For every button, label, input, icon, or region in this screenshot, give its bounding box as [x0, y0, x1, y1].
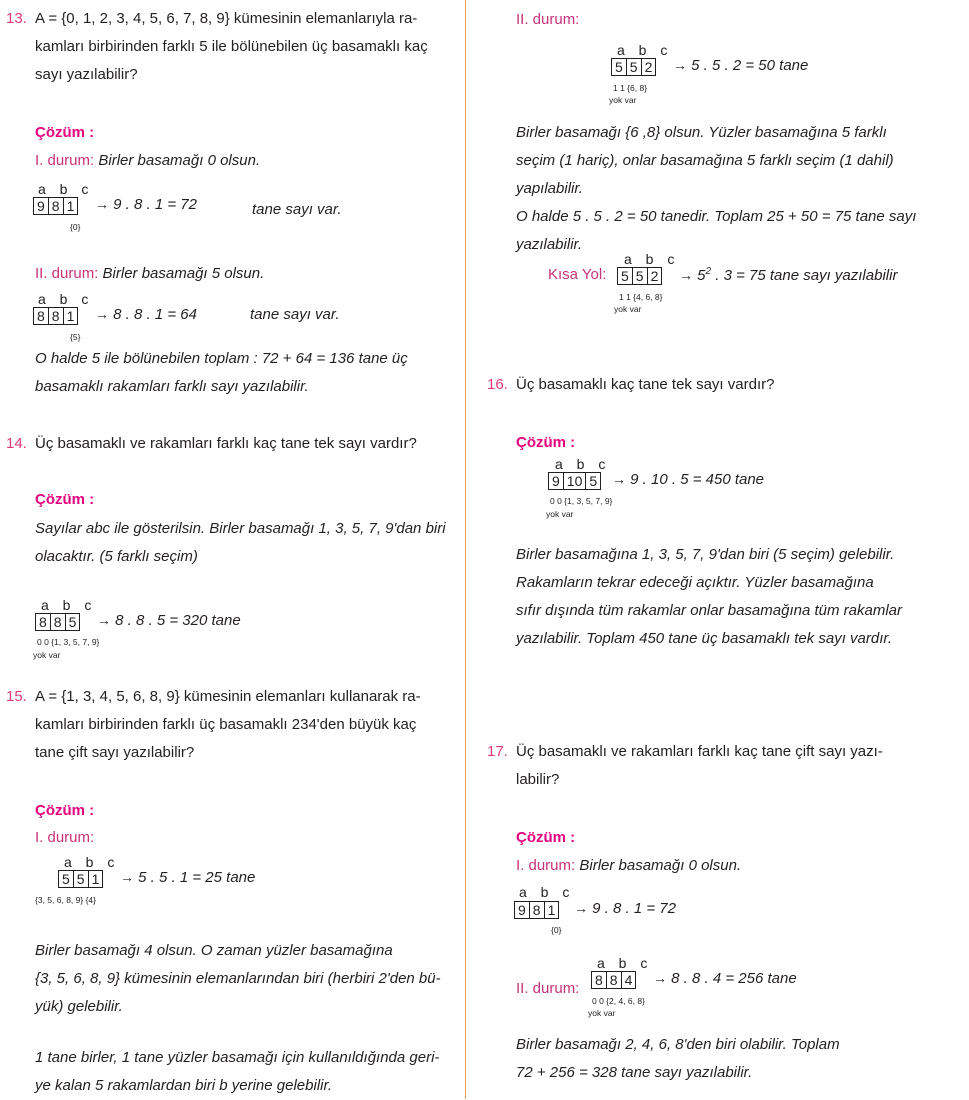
digit-sub-sets: {3, 5, 6, 8, 9} {4} — [35, 895, 96, 905]
arrow-icon: → — [673, 57, 687, 73]
digit-sub-words: yok var — [609, 95, 637, 105]
equation: 9 . 10 . 5 = 450 tane — [630, 471, 765, 488]
digit-sub-numbers: 0 0 {1, 3, 5, 7, 9} — [550, 496, 613, 506]
question-number: 13. — [6, 10, 27, 27]
solution-text: sıfır dışında tüm rakamlar onlar basamağına tüm rakamlar — [516, 602, 902, 619]
digit-box: 5 — [73, 870, 89, 888]
digit-box: 5 — [632, 267, 648, 285]
case-label: I. durum: — [35, 829, 95, 846]
digit-header: a b c — [617, 42, 673, 58]
arrow-icon: → — [120, 869, 134, 885]
solution-text: 1 tane birler, 1 tane yüzler basamağı için kullanıldığında geri- — [35, 1049, 440, 1066]
case-label: II. durum: — [516, 11, 580, 28]
digit-box: 8 — [48, 307, 64, 325]
question-number: 17. — [487, 743, 508, 760]
equation-exponent: 2 — [705, 266, 712, 277]
digit-box: 5 — [58, 870, 74, 888]
solution-text: Birler basamağı {6 ,8} olsun. Yüzler basamağına 5 farklı — [516, 124, 887, 141]
digit-header: a b c — [624, 251, 680, 267]
digit-sub-words: yok var — [614, 304, 642, 314]
arrow-icon: → — [97, 612, 111, 628]
digit-box: 5 — [65, 613, 81, 631]
arrow-icon: → — [612, 471, 626, 487]
digit-box: 1 — [544, 901, 560, 919]
case-text: Birler basamağı 0 olsun. — [579, 857, 742, 874]
question-text: A = {1, 3, 4, 5, 6, 8, 9} kümesinin elemanları kullanarak ra- — [35, 688, 421, 705]
digit-set: {5} — [70, 332, 81, 342]
digit-box: 9 — [33, 197, 49, 215]
digit-sub-numbers: 1 1 {4, 6, 8} — [619, 292, 663, 302]
digit-header: a b c — [64, 854, 120, 870]
conclusion: O halde 5 ile bölünebilen toplam : 72 + 64 = 136 tane üç — [35, 350, 408, 367]
question-text: labilir? — [516, 771, 560, 788]
equation-tail: tane sayı var. — [250, 306, 340, 323]
digit-box: 8 — [529, 901, 545, 919]
digit-box: 1 — [88, 870, 104, 888]
digit-header: a b c — [519, 884, 575, 900]
digit-box: 8 — [35, 613, 51, 631]
question-text: kamları birbirinden farklı üç basamaklı 234'den büyük kaç — [35, 716, 417, 733]
solution-heading: Çözüm : — [35, 802, 95, 819]
solution-heading: Çözüm : — [35, 124, 95, 141]
short-way-label: Kısa Yol: — [548, 266, 607, 283]
digit-set: {0} — [551, 925, 562, 935]
solution-text: yazılabilir. — [516, 236, 583, 253]
digit-box: 8 — [50, 613, 66, 631]
digit-header: a b c — [597, 955, 653, 971]
digit-sub-numbers: 0 0 {2, 4, 6, 8} — [592, 996, 645, 1006]
digit-boxes — [611, 58, 655, 76]
question-number: 14. — [6, 435, 27, 452]
question-number: 15. — [6, 688, 27, 705]
digit-boxes — [33, 307, 77, 325]
digit-header: a b c — [38, 291, 94, 307]
digit-boxes — [617, 267, 661, 285]
digit-header: a b c — [555, 456, 611, 472]
digit-header: a b c — [38, 181, 94, 197]
equation: 8 . 8 . 1 = 64 — [113, 306, 197, 323]
digit-boxes — [33, 197, 77, 215]
question-text: Üç basamaklı ve rakamları farklı kaç tane çift sayı yazı- — [516, 743, 883, 760]
digit-box: 2 — [641, 58, 657, 76]
case-text: Birler basamağı 0 olsun. — [98, 152, 261, 169]
digit-boxes — [35, 613, 79, 631]
arrow-icon: → — [95, 196, 109, 212]
arrow-icon: → — [574, 900, 588, 916]
solution-text: Birler basamağı 4 olsun. O zaman yüzler basamağına — [35, 942, 393, 959]
solution-heading: Çözüm : — [516, 434, 576, 451]
solution-text: olacaktır. (5 farklı seçim) — [35, 548, 198, 565]
solution-text: yapılabilir. — [516, 180, 583, 197]
equation-base: 5 — [697, 267, 706, 284]
digit-sub-numbers: 0 0 {1, 3, 5, 7, 9} — [37, 637, 100, 647]
digit-boxes — [58, 870, 102, 888]
digit-box: 9 — [514, 901, 530, 919]
equation-tail: tane sayı var. — [252, 201, 342, 218]
solution-text: Birler basamağı 2, 4, 6, 8'den biri olabilir. Toplam — [516, 1036, 840, 1053]
solution-heading: Çözüm : — [35, 491, 95, 508]
solution-text: Birler basamağına 1, 3, 5, 7, 9'dan biri (5 seçim) gelebilir. — [516, 546, 895, 563]
equation: 8 . 8 . 4 = 256 tane — [671, 970, 797, 987]
digit-boxes — [591, 971, 635, 989]
question-text: tane çift sayı yazılabilir? — [35, 744, 195, 761]
digit-box: 1 — [63, 197, 79, 215]
solution-text: O halde 5 . 5 . 2 = 50 tanedir. Toplam 25 + 50 = 75 tane sayı — [516, 208, 917, 225]
digit-box: 8 — [48, 197, 64, 215]
question-text: Üç basamaklı ve rakamları farklı kaç tane tek sayı vardır? — [35, 435, 417, 452]
question-text: sayı yazılabilir? — [35, 66, 138, 83]
equation: . 3 = 75 tane sayı yazılabilir — [715, 267, 898, 284]
digit-sub-words: yok var — [588, 1008, 616, 1018]
digit-sub-words: yok var — [33, 650, 61, 660]
solution-text: {3, 5, 6, 8, 9} kümesinin elemanlarından biri (herbiri 2'den bü- — [35, 970, 441, 987]
digit-sub-words: yok var — [546, 509, 574, 519]
question-text: A = {0, 1, 2, 3, 4, 5, 6, 7, 8, 9} kümesinin elemanlarıyla ra- — [35, 10, 418, 27]
solution-text: ye kalan 5 rakamlardan biri b yerine gelebilir. — [35, 1077, 333, 1094]
solution-text: Sayılar abc ile gösterilsin. Birler basamağı 1, 3, 5, 7, 9'dan biri — [35, 520, 446, 537]
digit-header: a b c — [41, 597, 97, 613]
solution-text: yük) gelebilir. — [35, 998, 123, 1015]
column-divider — [465, 0, 466, 1099]
digit-box: 5 — [611, 58, 627, 76]
digit-boxes — [548, 472, 600, 490]
digit-box: 5 — [626, 58, 642, 76]
case-label: II. durum: — [35, 265, 99, 282]
equation: 5 . 5 . 1 = 25 tane — [138, 869, 256, 886]
question-text: Üç basamaklı kaç tane tek sayı vardır? — [516, 376, 775, 393]
digit-box: 2 — [647, 267, 663, 285]
digit-box: 8 — [606, 971, 622, 989]
solution-text: 72 + 256 = 328 tane sayı yazılabilir. — [516, 1064, 753, 1081]
digit-set: {0} — [70, 222, 81, 232]
equation: 5 . 5 . 2 = 50 tane — [691, 57, 809, 74]
equation: 9 . 8 . 1 = 72 — [113, 196, 197, 213]
equation: 8 . 8 . 5 = 320 tane — [115, 612, 241, 629]
solution-text: seçim (1 hariç), onlar basamağına 5 farklı seçim (1 dahil) — [516, 152, 894, 169]
conclusion: basamaklı rakamları farklı sayı yazılabilir. — [35, 378, 309, 395]
digit-box: 5 — [617, 267, 633, 285]
case-label: II. durum: — [516, 980, 580, 997]
digit-box: 5 — [585, 472, 601, 490]
arrow-icon: → — [679, 267, 693, 283]
solution-heading: Çözüm : — [516, 829, 576, 846]
question-number: 16. — [487, 376, 508, 393]
digit-box: 4 — [621, 971, 637, 989]
case-text: Birler basamağı 5 olsun. — [102, 265, 265, 282]
digit-sub-numbers: 1 1 {6, 8} — [613, 83, 648, 93]
case-label: I. durum: — [516, 857, 576, 874]
digit-box: 10 — [563, 472, 587, 490]
digit-box: 9 — [548, 472, 564, 490]
solution-text: Rakamların tekrar edeceği açıktır. Yüzler basamağına — [516, 574, 874, 591]
arrow-icon: → — [95, 306, 109, 322]
digit-boxes — [514, 901, 558, 919]
question-text: kamları birbirinden farklı 5 ile bölünebilen üç basamaklı kaç — [35, 38, 428, 55]
digit-box: 8 — [591, 971, 607, 989]
solution-text: yazılabilir. Toplam 450 tane üç basamaklı tek sayı vardır. — [516, 630, 893, 647]
digit-box: 8 — [33, 307, 49, 325]
arrow-icon: → — [653, 970, 667, 986]
digit-box: 1 — [63, 307, 79, 325]
equation: 9 . 8 . 1 = 72 — [592, 900, 676, 917]
case-label: I. durum: — [35, 152, 95, 169]
